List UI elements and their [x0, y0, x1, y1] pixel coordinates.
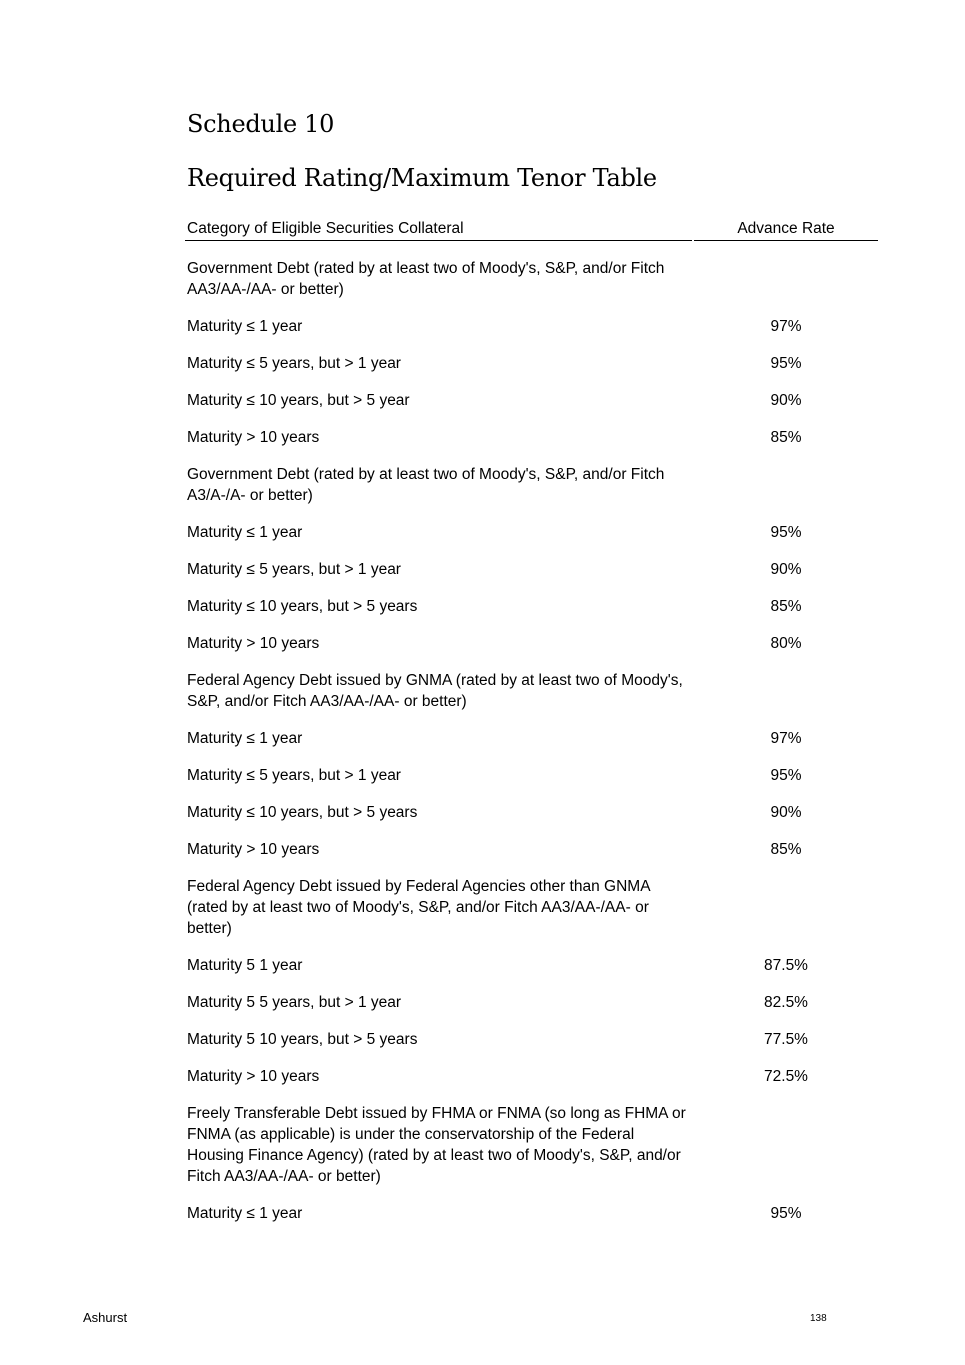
- row-category: Maturity ≤ 1 year: [187, 1205, 303, 1222]
- row-rate: 90%: [770, 804, 802, 821]
- table-row: [187, 802, 878, 823]
- table-row: [187, 765, 878, 786]
- table-row: [187, 390, 878, 411]
- row-category: Federal Agency Debt issued by Federal Agencies other than GNMA (rated by at least two of Moody's, S&P, and/or Fitch AA3/AA-/AA- or better): [187, 878, 650, 937]
- table-row: [187, 464, 878, 506]
- row-category: Maturity ≤ 10 years, but > 5 years: [187, 804, 418, 821]
- row-rate: 90%: [770, 561, 802, 578]
- header-category: Category of Eligible Securities Collateral: [185, 219, 692, 241]
- row-rate: 97%: [770, 318, 802, 335]
- table-row: [187, 955, 878, 976]
- row-rate: 80%: [770, 635, 802, 652]
- table-row: [187, 1029, 878, 1050]
- row-category: Maturity ≤ 1 year: [187, 318, 303, 335]
- table-row: [187, 670, 878, 712]
- row-category: Maturity 5 10 years, but > 5 years: [187, 1031, 418, 1048]
- row-category: Maturity ≤ 5 years, but > 1 year: [187, 561, 401, 578]
- row-category: Maturity ≤ 1 year: [187, 730, 303, 747]
- row-rate: 85%: [770, 598, 802, 615]
- row-rate: 85%: [770, 841, 802, 858]
- row-category: Maturity > 10 years: [187, 1068, 320, 1085]
- table-row: [187, 522, 878, 543]
- table-row: [187, 353, 878, 374]
- row-rate: 97%: [770, 730, 802, 747]
- row-category: Maturity > 10 years: [187, 429, 320, 446]
- row-category: Maturity ≤ 1 year: [187, 524, 303, 541]
- table-row: [187, 1066, 878, 1087]
- row-category: Maturity 5 1 year: [187, 957, 303, 974]
- table-row: [187, 1203, 878, 1224]
- table-row: [187, 1103, 878, 1187]
- row-rate: 72.5%: [764, 1068, 808, 1085]
- row-category: Maturity > 10 years: [187, 841, 320, 858]
- row-category: Maturity ≤ 10 years, but > 5 year: [187, 392, 410, 409]
- row-category: Freely Transferable Debt issued by FHMA or FNMA (so long as FHMA or FNMA (as applicable) is under the conservatorship of the Federal Housing Finance Agency) (rated by at least two of Moody's, S&P, and/or Fitch AA3/AA-/AA- or better): [187, 1105, 686, 1185]
- row-category: Maturity ≤ 5 years, but > 1 year: [187, 355, 401, 372]
- table-row: [187, 992, 878, 1013]
- row-category: Federal Agency Debt issued by GNMA (rated by at least two of Moody's, S&P, and/or Fitch AA3/AA-/AA- or better): [187, 672, 683, 710]
- table-row: [187, 876, 878, 939]
- table-row: [187, 596, 878, 617]
- row-category: Government Debt (rated by at least two of Moody's, S&P, and/or Fitch AA3/AA-/AA- or better): [187, 260, 665, 298]
- row-category: Maturity ≤ 5 years, but > 1 year: [187, 767, 401, 784]
- footer-firm-name: Ashurst: [83, 1310, 128, 1325]
- row-rate: 95%: [770, 1205, 802, 1222]
- row-rate: 95%: [770, 524, 802, 541]
- row-rate: 95%: [770, 355, 802, 372]
- row-category: Maturity ≤ 10 years, but > 5 years: [187, 598, 418, 615]
- row-rate: 77.5%: [764, 1031, 808, 1048]
- row-rate: 82.5%: [764, 994, 808, 1011]
- table-header: [185, 219, 878, 241]
- header-advance-rate: Advance Rate: [694, 219, 878, 241]
- row-category: Government Debt (rated by at least two of Moody's, S&P, and/or Fitch A3/A-/A- or better): [187, 466, 665, 504]
- table-row: [187, 427, 878, 448]
- row-rate: 85%: [770, 429, 802, 446]
- table-row: [187, 839, 878, 860]
- row-category: Maturity 5 5 years, but > 1 year: [187, 994, 402, 1011]
- table-row: [187, 258, 878, 300]
- table-row: [187, 728, 878, 749]
- table-title: Required Rating/Maximum Tenor Table: [187, 164, 657, 192]
- schedule-title: Schedule 10: [187, 110, 335, 138]
- row-rate: 87.5%: [764, 957, 808, 974]
- row-rate: 95%: [770, 767, 802, 784]
- row-category: Maturity > 10 years: [187, 635, 320, 652]
- table-row: [187, 633, 878, 654]
- table-body: [187, 258, 878, 1240]
- table-row: [187, 559, 878, 580]
- table-row: [187, 316, 878, 337]
- row-rate: 90%: [770, 392, 802, 409]
- page-number: 138: [810, 1313, 827, 1324]
